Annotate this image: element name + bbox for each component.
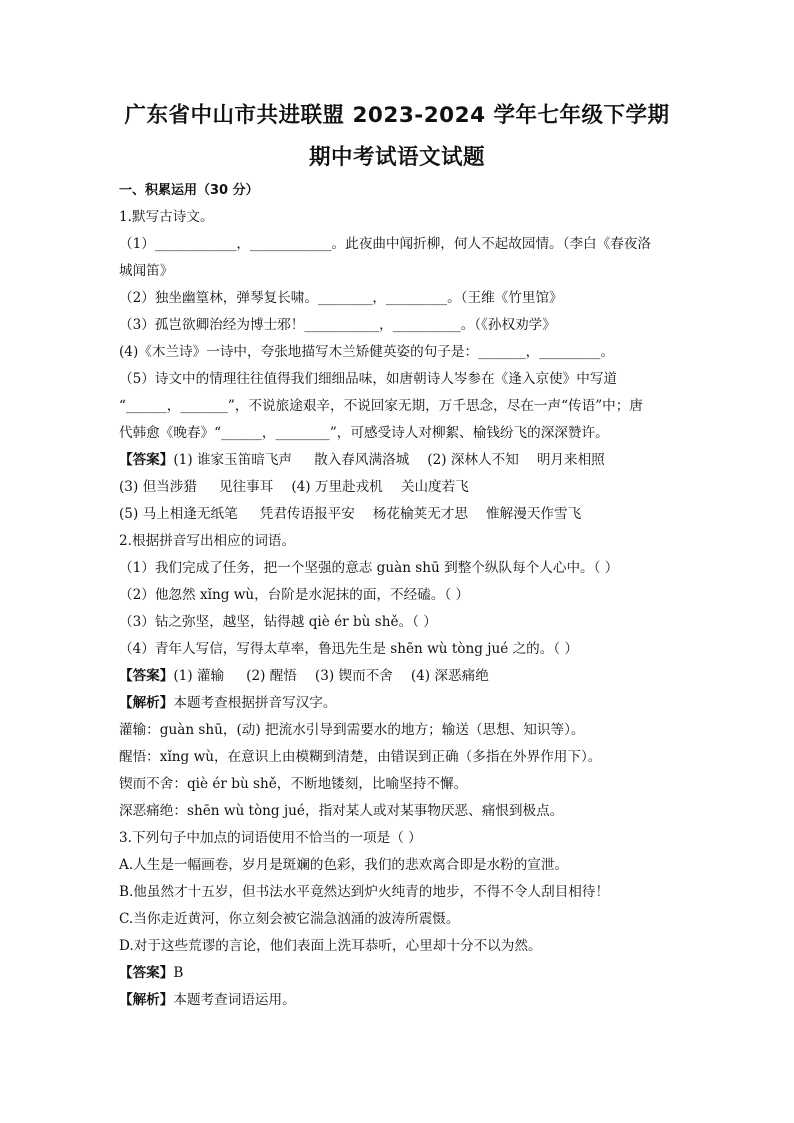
q1-part5-cont2: 代韩愈《晚春》“______，________”，可感受诗人对柳絮、榆钱纷飞的深深赞许。: [119, 425, 609, 441]
exam-title-line1: 广东省中山市共进联盟 2023-2024 学年七年级下学期: [124, 103, 670, 128]
answer-item: 明月来相照: [536, 452, 605, 468]
q2-explain4: 深恶痛绝：shēn wù tòng jué，指对某人或对某事物厌恶、痛恨到极点。: [119, 803, 564, 819]
q1-stem: 1.默写古诗文。: [119, 209, 214, 225]
q1-part1-cont: 城闻笛》: [119, 263, 174, 279]
q2-stem: 2.根据拼音写出相应的词语。: [119, 533, 296, 549]
q3-answer: [119, 960, 689, 987]
answer-item: (4) 深恶痛绝: [410, 668, 489, 684]
q1-answer-row1: [119, 447, 689, 474]
q3-option-b: B.他虽然才十五岁，但书法水平竟然达到炉火纯青的地步，不得不令人刮目相待！: [119, 884, 610, 900]
q3-option-c: C.当你走近黄河，你立刻会被它湍急汹涌的波涛所震慑。: [119, 911, 460, 927]
answer-item: (3) 锲而不舍: [314, 668, 393, 684]
answer-item: (4) 万里赴戎机: [291, 479, 383, 495]
analysis-label: 【解析】: [119, 992, 174, 1008]
answer-item: (1) 谁家玉笛暗飞声: [173, 452, 293, 468]
answer-item: 凭君传语报平安: [259, 506, 355, 522]
q1-answer-row3: [119, 501, 689, 528]
q2-sentence4: （4）青年人写信，写得太草率，鲁迅先生是 shēn wù tòng jué 之的。（ ）: [119, 641, 579, 657]
q2-analysis: [119, 690, 689, 717]
answer-item: (2) 醒悟: [246, 668, 297, 684]
analysis-label: 【解析】: [119, 695, 174, 711]
section-heading: 一、积累运用（30 分）: [119, 183, 259, 198]
q2-explain1: 灌输：guàn shū，(动) 把流水引导到需要水的地方；输送（思想、知识等）。: [119, 722, 585, 738]
q3-analysis: [119, 987, 689, 1014]
analysis-text: 本题考查词语运用。: [173, 992, 296, 1008]
q3-option-a: A.人生是一幅画卷，岁月是斑斓的色彩，我们的悲欢离合即是水粉的宣泄。: [119, 857, 569, 873]
q1-part3: （3）孤岂欲卿治经为博士邪！___________，__________。（《孙权劝学》: [119, 317, 556, 333]
q2-explain3: 锲而不舍：qiè ér bù shě，不断地镂刻，比喻坚持不懈。: [119, 776, 468, 792]
q1-answer-row2: [119, 474, 689, 501]
q2-sentence1: （1）我们完成了任务，把一个坚强的意志 guàn shū 到整个纵队每个人心中。（ ）: [119, 560, 619, 576]
answer-item: 关山度若飞: [400, 479, 469, 495]
q3-stem: 3.下列句子中加点的词语使用不恰当的一项是（ ）: [119, 830, 422, 846]
answer-item: (3) 但当涉猎: [119, 479, 197, 495]
answer-item: 惟解漫天作雪飞: [486, 506, 582, 522]
answer-item: (1) 灌输: [173, 668, 225, 684]
q1-part4: (4)《木兰诗》一诗中，夸张地描写木兰矫健英姿的句子是：_______，_________。: [119, 344, 615, 360]
answer-label: 【答案】: [119, 668, 174, 684]
answer-item: (2) 深林人不知: [427, 452, 519, 468]
answer-label: 【答案】: [119, 965, 174, 981]
q1-part2: （2）独坐幽篁林，弹琴复长啸。________，_________。（王维《竹里馆》: [119, 290, 563, 306]
exam-title-line2: 期中考试语文试题: [308, 145, 485, 170]
answer-item: (5) 马上相逢无纸笔: [119, 506, 238, 522]
answer-item: 散入春风满洛城: [314, 452, 410, 468]
q2-sentence2: （2）他忽然 xǐng wù，台阶是水泥抹的面，不经磕。（ ）: [119, 587, 470, 603]
q3-option-d: D.对于这些荒谬的言论，他们表面上洗耳恭听，心里却十分不以为然。: [119, 938, 542, 954]
q2-answer: [119, 663, 689, 690]
q2-explain2: 醒悟：xǐng wù，在意识上由模糊到清楚，由错误到正确（多指在外界作用下）。: [119, 749, 602, 765]
q2-sentence3: （3）钻之弥坚，越坚，钻得越 qiè ér bù shě。（ ）: [119, 614, 437, 630]
q1-part5: （5）诗文中的情理往往值得我们细细品味，如唐朝诗人岑参在《逢入京使》中写道: [119, 371, 618, 387]
answer-item: 杨花榆荚无才思: [372, 506, 469, 522]
exam-body: [119, 177, 689, 1014]
answer-label: 【答案】: [119, 452, 174, 468]
answer-item: B: [173, 965, 184, 981]
q1-part5-cont1: “______，_______”，不说旅途艰辛，不说回家无期，万千思念，尽在一声“传语”中；唐: [119, 398, 643, 414]
analysis-text: 本题考查根据拼音写汉字。: [173, 695, 337, 711]
q1-part1: （1）____________，____________。此夜曲中闻折柳，何人不起故园情。（李白《春夜洛: [119, 236, 652, 252]
answer-item: 见往事耳: [218, 479, 274, 495]
